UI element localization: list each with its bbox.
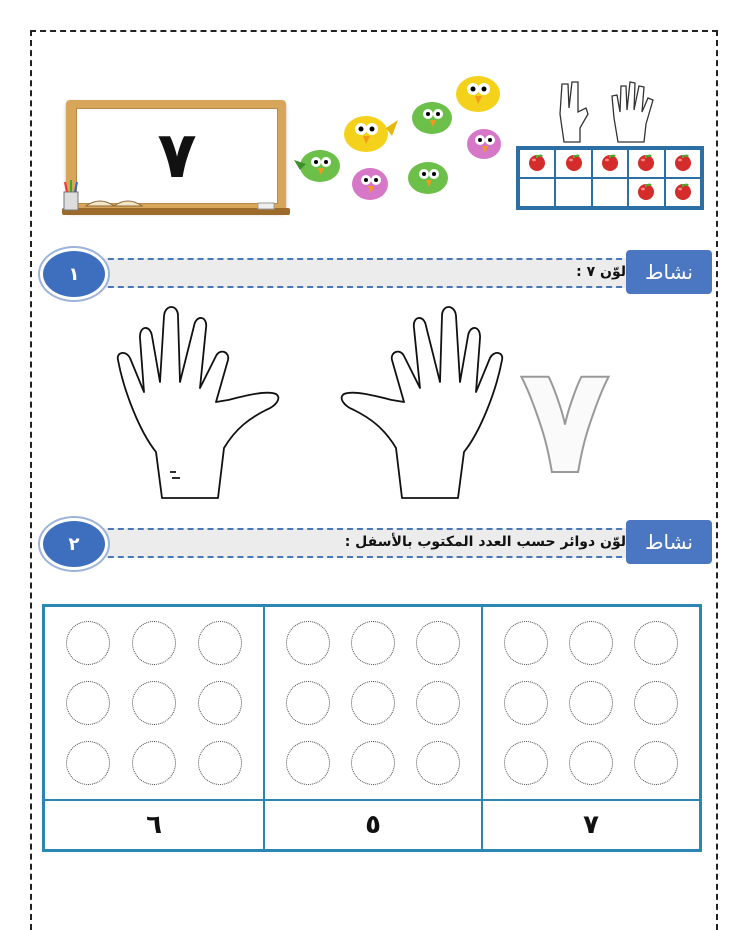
dotted-circle[interactable] <box>634 741 678 785</box>
ten-frame-cell <box>665 149 701 178</box>
circles-grid <box>45 607 263 799</box>
activity-1-bar <box>68 258 652 288</box>
dotted-circle[interactable] <box>569 741 613 785</box>
hands-and-digit-area <box>110 302 630 504</box>
ten-frame-cell <box>592 178 628 207</box>
dotted-circle[interactable] <box>132 741 176 785</box>
column-number: ٧ <box>483 799 699 849</box>
dotted-circle[interactable] <box>569 621 613 665</box>
counting-hands-icon <box>514 78 708 144</box>
activity-2-tag: نشاط <box>626 520 712 564</box>
circles-grid <box>483 607 699 799</box>
apple-icon <box>673 152 693 176</box>
circles-grid <box>265 607 481 799</box>
activity-1-number: ١ <box>40 248 108 300</box>
birds-illustration-icon <box>294 66 514 216</box>
apples-counting-illustration <box>514 78 708 214</box>
column-number: ٥ <box>265 799 481 849</box>
dotted-circle[interactable] <box>504 681 548 725</box>
dotted-circle[interactable] <box>132 621 176 665</box>
dotted-circle[interactable] <box>198 621 242 665</box>
dotted-circle[interactable] <box>286 681 330 725</box>
ten-frame-cell <box>592 149 628 178</box>
apple-icon <box>600 152 620 176</box>
ten-frame-cell <box>555 149 591 178</box>
dotted-circle[interactable] <box>66 741 110 785</box>
ten-frame-cell <box>628 178 664 207</box>
dotted-circle[interactable] <box>504 741 548 785</box>
apple-icon <box>636 181 656 205</box>
apple-icon <box>636 152 656 176</box>
outline-digit: ٧ <box>519 334 611 504</box>
dotted-circle[interactable] <box>416 681 460 725</box>
left-hand-icon <box>118 307 279 498</box>
dotted-circle[interactable] <box>634 681 678 725</box>
activity-1-instruction: لوّن ٧ : <box>576 264 626 280</box>
dotted-circle[interactable] <box>634 621 678 665</box>
dotted-circle[interactable] <box>132 681 176 725</box>
board-decor-icon <box>62 100 290 218</box>
activity-1-header <box>40 248 712 296</box>
dotted-circle[interactable] <box>66 681 110 725</box>
apple-icon <box>527 152 547 176</box>
board-digit: ٧ <box>157 119 197 193</box>
dotted-circle[interactable] <box>569 681 613 725</box>
right-hand-icon <box>342 307 503 498</box>
activity-2-header <box>40 518 712 566</box>
ten-frame-cell <box>555 178 591 207</box>
dotted-circle[interactable] <box>198 741 242 785</box>
dotted-circle[interactable] <box>351 621 395 665</box>
dotted-circle[interactable] <box>416 741 460 785</box>
activity-2-number: ٢ <box>40 518 108 570</box>
ten-frame-cell <box>628 149 664 178</box>
dotted-circle[interactable] <box>504 621 548 665</box>
apple-icon <box>564 152 584 176</box>
ten-frame-cell <box>519 149 555 178</box>
ten-frame-cell <box>665 178 701 207</box>
circles-table <box>42 604 702 852</box>
activity-1-tag: نشاط <box>626 250 712 294</box>
apple-icon <box>673 181 693 205</box>
dotted-circle[interactable] <box>416 621 460 665</box>
table-column <box>263 607 481 849</box>
dotted-circle[interactable] <box>351 741 395 785</box>
column-number: ٦ <box>45 799 263 849</box>
dotted-circle[interactable] <box>286 741 330 785</box>
table-column <box>481 607 699 849</box>
table-column <box>45 607 263 849</box>
apple-ten-frame <box>516 146 704 210</box>
activity-2-instruction: لوّن دوائر حسب العدد المكتوب بالأسفل : <box>344 534 626 550</box>
chalkboard <box>62 100 290 218</box>
dotted-circle[interactable] <box>198 681 242 725</box>
dotted-circle[interactable] <box>351 681 395 725</box>
dotted-circle[interactable] <box>66 621 110 665</box>
dotted-circle[interactable] <box>286 621 330 665</box>
ten-frame-cell <box>519 178 555 207</box>
